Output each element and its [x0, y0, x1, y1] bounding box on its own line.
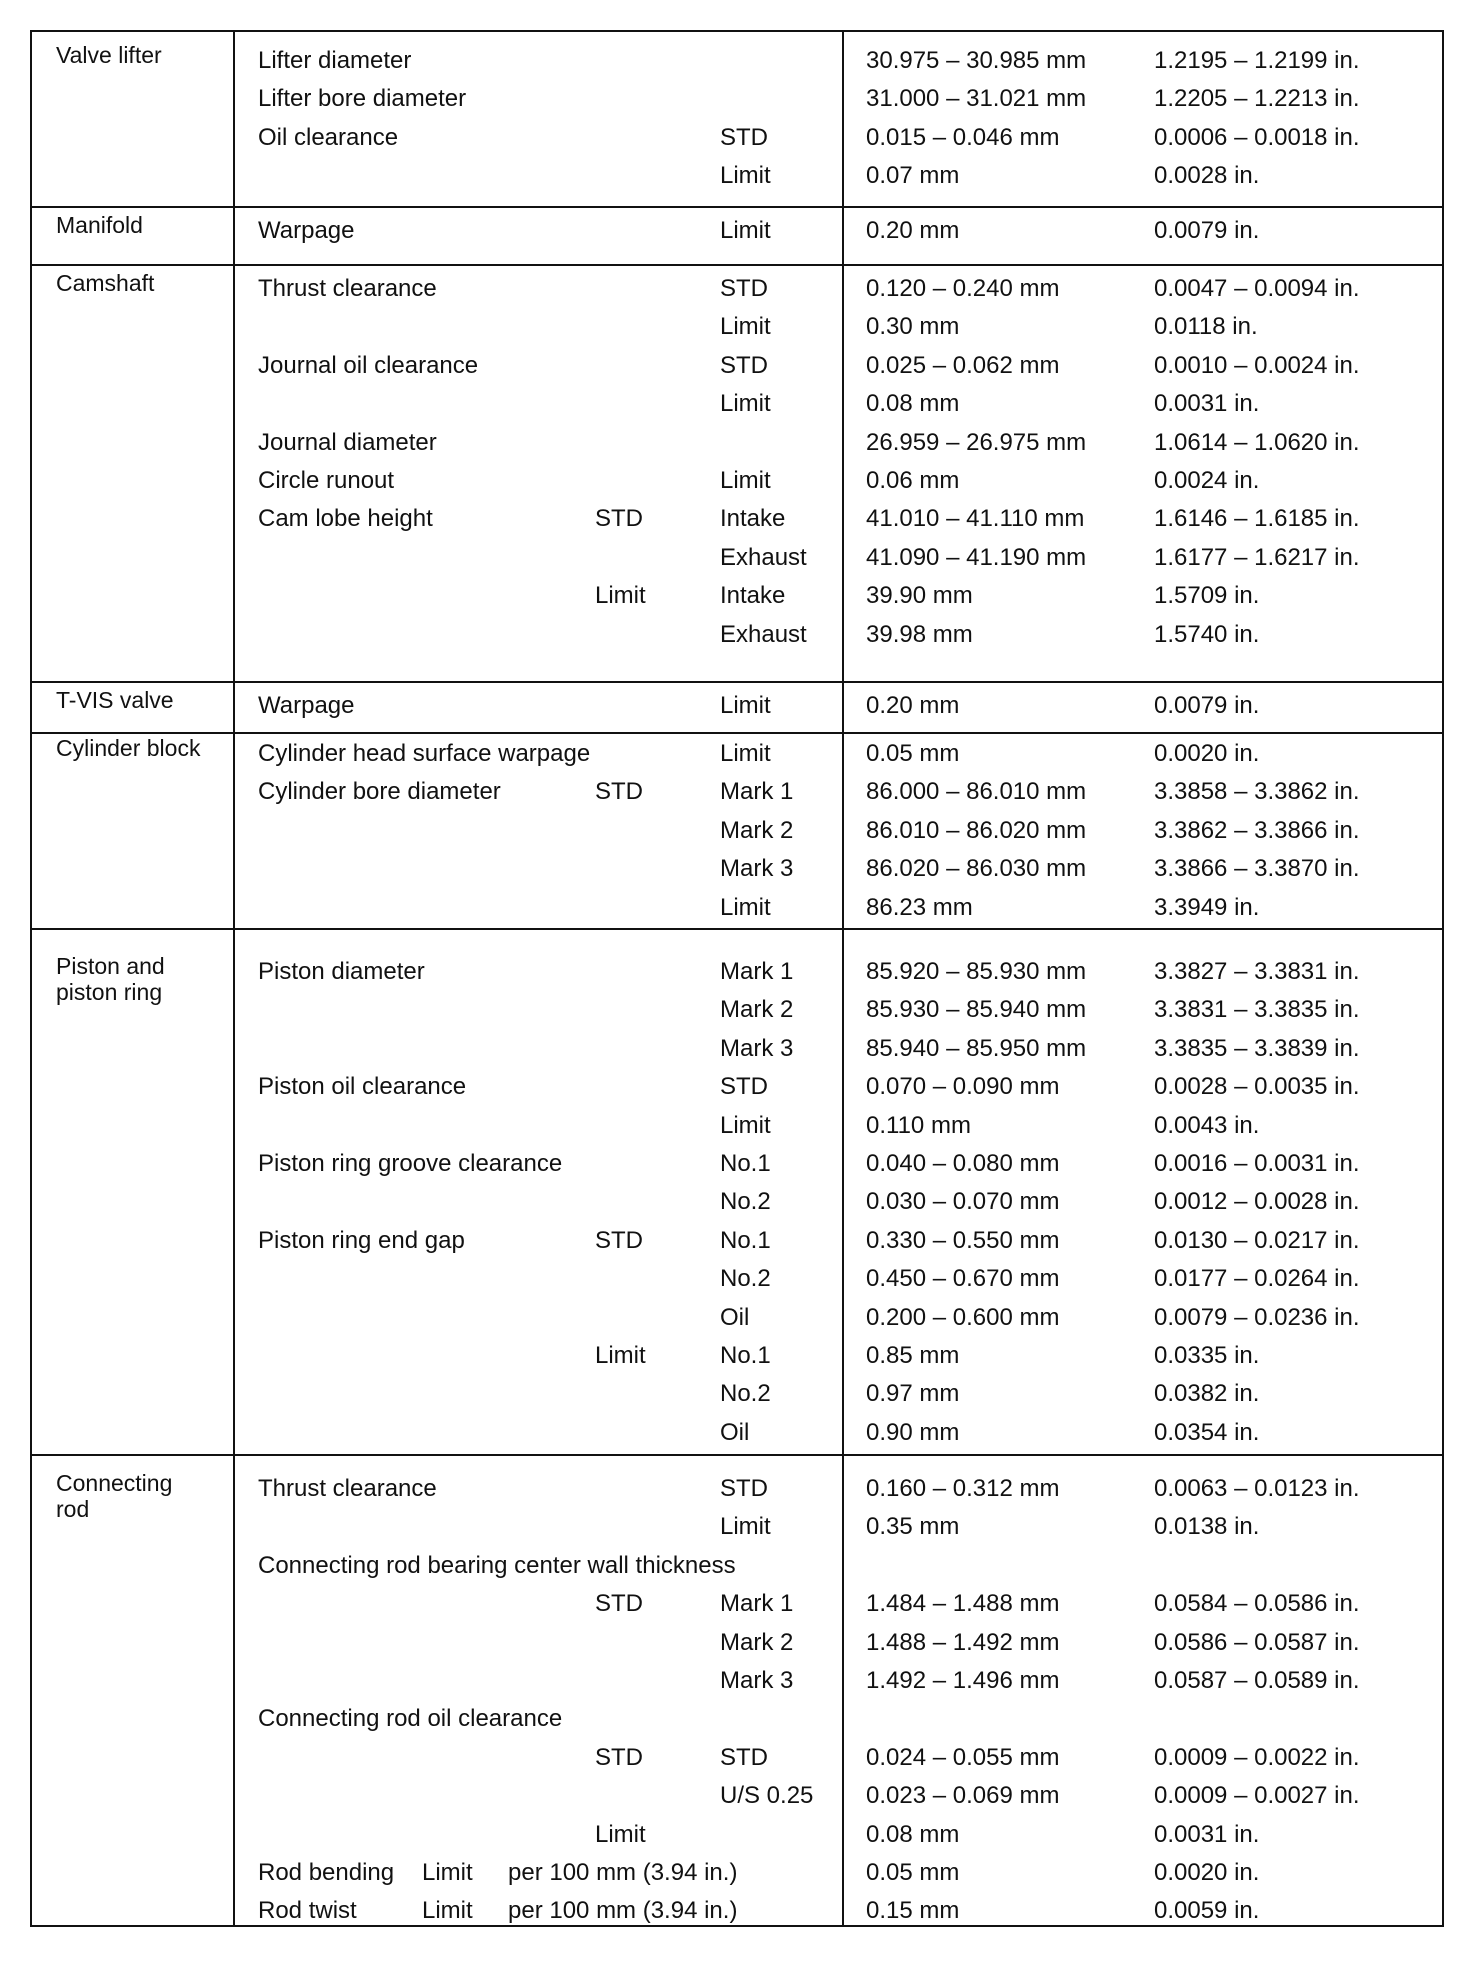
spec-q2: Mark 2	[720, 996, 794, 1024]
spec-q2: Intake	[720, 582, 786, 610]
spec-q2: No.1	[720, 1342, 771, 1369]
section-title: Cylinder block	[56, 735, 201, 761]
spec-inch: 0.0031 in.	[1154, 390, 1260, 418]
spec-mm: 0.90 mm	[866, 1418, 960, 1446]
spec-mm: 0.05 mm	[866, 740, 960, 767]
spec-inch: 0.0016 – 0.0031 in.	[1154, 1150, 1360, 1177]
spec-mm: 0.070 – 0.090 mm	[866, 1073, 1060, 1101]
spec-q2: STD	[720, 1073, 768, 1101]
spec-inch: 0.0020 in.	[1154, 1859, 1260, 1886]
spec-item: Cylinder head surface warpage	[258, 740, 591, 767]
spec-q2: No.1	[720, 1150, 771, 1177]
spec-inch: 0.0354 in.	[1154, 1418, 1260, 1446]
spec-q2: STD	[720, 123, 768, 151]
spec-mm: 0.30 mm	[866, 313, 960, 341]
spec-q2: No.2	[720, 1380, 771, 1408]
spec-q2: STD	[720, 275, 768, 302]
spec-item: Rod twist	[258, 1897, 357, 1925]
spec-mm: 0.450 – 0.670 mm	[866, 1265, 1060, 1293]
spec-item: Journal diameter	[258, 428, 437, 456]
spec-qb: per 100 mm (3.94 in.)	[508, 1897, 738, 1925]
section-separator	[30, 681, 1444, 683]
spec-q2: No.2	[720, 1265, 771, 1293]
spec-mm: 41.090 – 41.190 mm	[866, 543, 1087, 571]
spec-mm: 1.488 – 1.492 mm	[866, 1628, 1060, 1656]
spec-mm: 31.000 – 31.021 mm	[866, 85, 1087, 113]
spec-inch: 1.2205 – 1.2213 in.	[1154, 85, 1360, 113]
spec-q2: Mark 2	[720, 1628, 794, 1656]
spec-q2: Mark 1	[720, 1590, 794, 1618]
spec-inch: 0.0020 in.	[1154, 740, 1260, 767]
spec-mm: 0.06 mm	[866, 467, 960, 494]
spec-mm: 0.08 mm	[866, 1820, 960, 1848]
spec-q1: Limit	[595, 1820, 646, 1848]
spec-mm: 86.23 mm	[866, 893, 973, 921]
section-title: piston ring	[56, 979, 163, 1005]
spec-q2: Exhaust	[720, 620, 807, 648]
spec-q2: Mark 2	[720, 816, 794, 844]
spec-inch: 0.0382 in.	[1154, 1380, 1260, 1408]
spec-mm: 0.08 mm	[866, 390, 960, 418]
section-title: T-VIS valve	[56, 687, 174, 713]
spec-mm: 0.160 – 0.312 mm	[866, 1475, 1060, 1502]
spec-item: Circle runout	[258, 467, 395, 494]
spec-inch: 0.0079 in.	[1154, 692, 1260, 719]
spec-mm: 1.492 – 1.496 mm	[866, 1667, 1060, 1694]
spec-q2: Limit	[720, 217, 771, 244]
spec-inch: 0.0079 in.	[1154, 217, 1260, 244]
section-title: Valve lifter	[56, 42, 162, 68]
spec-item: Piston ring groove clearance	[258, 1150, 563, 1177]
spec-item: Rod bending	[258, 1859, 395, 1886]
spec-inch: 0.0335 in.	[1154, 1342, 1260, 1369]
spec-q1: STD	[595, 505, 643, 533]
spec-mm: 30.975 – 30.985 mm	[866, 47, 1087, 74]
spec-inch: 0.0587 – 0.0589 in.	[1154, 1667, 1360, 1694]
section-title: Connecting	[56, 1470, 173, 1496]
spec-mm: 0.330 – 0.550 mm	[866, 1226, 1060, 1254]
spec-item: Connecting rod bearing center wall thickness	[258, 1551, 736, 1579]
section-separator	[30, 264, 1444, 266]
spec-q2: Mark 1	[720, 958, 794, 985]
spec-inch: 0.0079 – 0.0236 in.	[1154, 1303, 1360, 1331]
section-title: Manifold	[56, 212, 143, 238]
table-border-top	[30, 30, 1444, 32]
section-separator	[30, 1454, 1444, 1456]
spec-mm: 0.024 – 0.055 mm	[866, 1743, 1060, 1771]
spec-q2: Mark 1	[720, 778, 794, 806]
spec-q2: Limit	[720, 162, 771, 190]
spec-inch: 3.3862 – 3.3866 in.	[1154, 816, 1360, 844]
section-separator	[30, 928, 1444, 930]
spec-q1: STD	[595, 1590, 643, 1618]
spec-inch: 0.0024 in.	[1154, 467, 1260, 494]
spec-item: Thrust clearance	[258, 1475, 437, 1502]
spec-inch: 0.0010 – 0.0024 in.	[1154, 351, 1360, 379]
spec-mm: 0.030 – 0.070 mm	[866, 1188, 1060, 1216]
spec-mm: 1.484 – 1.488 mm	[866, 1590, 1060, 1618]
spec-q1: Limit	[595, 1342, 646, 1369]
spec-qa: Limit	[422, 1897, 473, 1925]
spec-inch: 0.0012 – 0.0028 in.	[1154, 1188, 1360, 1216]
spec-inch: 0.0584 – 0.0586 in.	[1154, 1590, 1360, 1618]
spec-inch: 1.6146 – 1.6185 in.	[1154, 505, 1360, 533]
column-divider-section	[233, 30, 235, 1925]
spec-inch: 0.0059 in.	[1154, 1897, 1260, 1925]
spec-inch: 0.0031 in.	[1154, 1820, 1260, 1848]
spec-item: Warpage	[258, 217, 355, 244]
spec-mm: 86.000 – 86.010 mm	[866, 778, 1087, 806]
spec-mm: 39.90 mm	[866, 582, 973, 610]
spec-inch: 0.0130 – 0.0217 in.	[1154, 1226, 1360, 1254]
spec-q2: Oil	[720, 1418, 750, 1446]
spec-mm: 85.940 – 85.950 mm	[866, 1034, 1087, 1062]
spec-q2: Exhaust	[720, 543, 807, 571]
spec-q2: Limit	[720, 1111, 771, 1139]
spec-item: Thrust clearance	[258, 275, 437, 302]
spec-q2: Limit	[720, 740, 771, 767]
spec-inch: 1.6177 – 1.6217 in.	[1154, 543, 1360, 571]
spec-item: Piston oil clearance	[258, 1073, 467, 1101]
spec-q2: No.2	[720, 1188, 771, 1216]
spec-inch: 0.0118 in.	[1154, 313, 1258, 341]
spec-mm: 0.20 mm	[866, 217, 960, 244]
section-title: Piston and	[56, 953, 165, 979]
spec-mm: 0.85 mm	[866, 1342, 960, 1369]
spec-mm: 39.98 mm	[866, 620, 973, 648]
spec-inch: 0.0009 – 0.0022 in.	[1154, 1743, 1360, 1771]
spec-inch: 3.3827 – 3.3831 in.	[1154, 958, 1360, 985]
spec-q2: Limit	[720, 390, 771, 418]
spec-mm: 85.920 – 85.930 mm	[866, 958, 1087, 985]
spec-mm: 0.05 mm	[866, 1859, 960, 1886]
spec-q2: STD	[720, 1475, 768, 1502]
spec-q1: STD	[595, 1743, 643, 1771]
spec-inch: 0.0009 – 0.0027 in.	[1154, 1782, 1360, 1810]
spec-q2: No.1	[720, 1226, 771, 1254]
spec-q2: STD	[720, 1743, 768, 1771]
spec-item: Cam lobe height	[258, 505, 433, 533]
spec-mm: 85.930 – 85.940 mm	[866, 996, 1087, 1024]
spec-inch: 0.0063 – 0.0123 in.	[1154, 1475, 1360, 1502]
spec-qa: Limit	[422, 1859, 473, 1886]
spec-mm: 0.97 mm	[866, 1380, 960, 1408]
spec-inch: 0.0586 – 0.0587 in.	[1154, 1628, 1360, 1656]
section-title: Camshaft	[56, 270, 155, 296]
spec-q2: Limit	[720, 313, 771, 341]
spec-mm: 86.010 – 86.020 mm	[866, 816, 1087, 844]
spec-q2: Mark 3	[720, 1667, 794, 1694]
spec-inch: 3.3866 – 3.3870 in.	[1154, 855, 1360, 883]
spec-q2: Limit	[720, 1513, 771, 1541]
spec-q2: Mark 3	[720, 855, 794, 883]
section-separator	[30, 206, 1444, 208]
spec-qb: per 100 mm (3.94 in.)	[508, 1859, 738, 1886]
spec-inch: 0.0138 in.	[1154, 1513, 1260, 1541]
spec-mm: 0.025 – 0.062 mm	[866, 351, 1060, 379]
table-border-left	[30, 30, 32, 1925]
spec-inch: 0.0177 – 0.0264 in.	[1154, 1265, 1360, 1293]
spec-item: Lifter diameter	[258, 47, 412, 74]
spec-inch: 0.0047 – 0.0094 in.	[1154, 275, 1360, 302]
spec-item: Connecting rod oil clearance	[258, 1705, 563, 1733]
spec-item: Piston ring end gap	[258, 1226, 465, 1254]
spec-inch: 0.0028 – 0.0035 in.	[1154, 1073, 1360, 1101]
spec-inch: 1.2195 – 1.2199 in.	[1154, 47, 1360, 74]
spec-inch: 0.0006 – 0.0018 in.	[1154, 123, 1360, 151]
spec-mm: 26.959 – 26.975 mm	[866, 428, 1087, 456]
spec-q2: Limit	[720, 467, 771, 494]
spec-mm: 0.15 mm	[866, 1897, 960, 1925]
spec-inch: 0.0043 in.	[1154, 1111, 1260, 1139]
spec-q1: STD	[595, 1226, 643, 1254]
spec-q1: STD	[595, 778, 643, 806]
spec-inch: 3.3858 – 3.3862 in.	[1154, 778, 1360, 806]
spec-mm: 0.040 – 0.080 mm	[866, 1150, 1060, 1177]
spec-mm: 41.010 – 41.110 mm	[866, 505, 1085, 533]
spec-mm: 0.120 – 0.240 mm	[866, 275, 1060, 302]
spec-item: Lifter bore diameter	[258, 85, 467, 113]
spec-item: Cylinder bore diameter	[258, 778, 501, 806]
table-border-right	[1442, 30, 1444, 1925]
spec-inch: 1.0614 – 1.0620 in.	[1154, 428, 1360, 456]
spec-item: Piston diameter	[258, 958, 425, 985]
spec-inch: 3.3831 – 3.3835 in.	[1154, 996, 1360, 1024]
spec-item: Journal oil clearance	[258, 351, 479, 379]
spec-q2: Mark 3	[720, 1034, 794, 1062]
spec-mm: 0.20 mm	[866, 692, 960, 719]
spec-inch: 3.3949 in.	[1154, 893, 1260, 921]
section-separator	[30, 732, 1444, 734]
spec-mm: 0.35 mm	[866, 1513, 960, 1541]
spec-mm: 0.07 mm	[866, 162, 960, 190]
spec-mm: 0.200 – 0.600 mm	[866, 1303, 1060, 1331]
spec-q2: Limit	[720, 692, 771, 719]
spec-q1: Limit	[595, 582, 646, 610]
spec-q2: Oil	[720, 1303, 750, 1331]
section-title: rod	[56, 1496, 90, 1522]
spec-q2: Limit	[720, 893, 771, 921]
spec-inch: 1.5709 in.	[1154, 582, 1260, 610]
spec-mm: 0.110 mm	[866, 1111, 971, 1139]
spec-mm: 0.023 – 0.069 mm	[866, 1782, 1060, 1810]
spec-q2: STD	[720, 351, 768, 379]
spec-inch: 1.5740 in.	[1154, 620, 1260, 648]
column-divider-values	[842, 30, 844, 1925]
spec-q2: U/S 0.25	[720, 1782, 814, 1810]
spec-mm: 0.015 – 0.046 mm	[866, 123, 1060, 151]
spec-q2: Intake	[720, 505, 786, 533]
spec-inch: 3.3835 – 3.3839 in.	[1154, 1034, 1360, 1062]
spec-item: Oil clearance	[258, 123, 399, 151]
spec-item: Warpage	[258, 692, 355, 719]
spec-mm: 86.020 – 86.030 mm	[866, 855, 1087, 883]
spec-inch: 0.0028 in.	[1154, 162, 1260, 190]
